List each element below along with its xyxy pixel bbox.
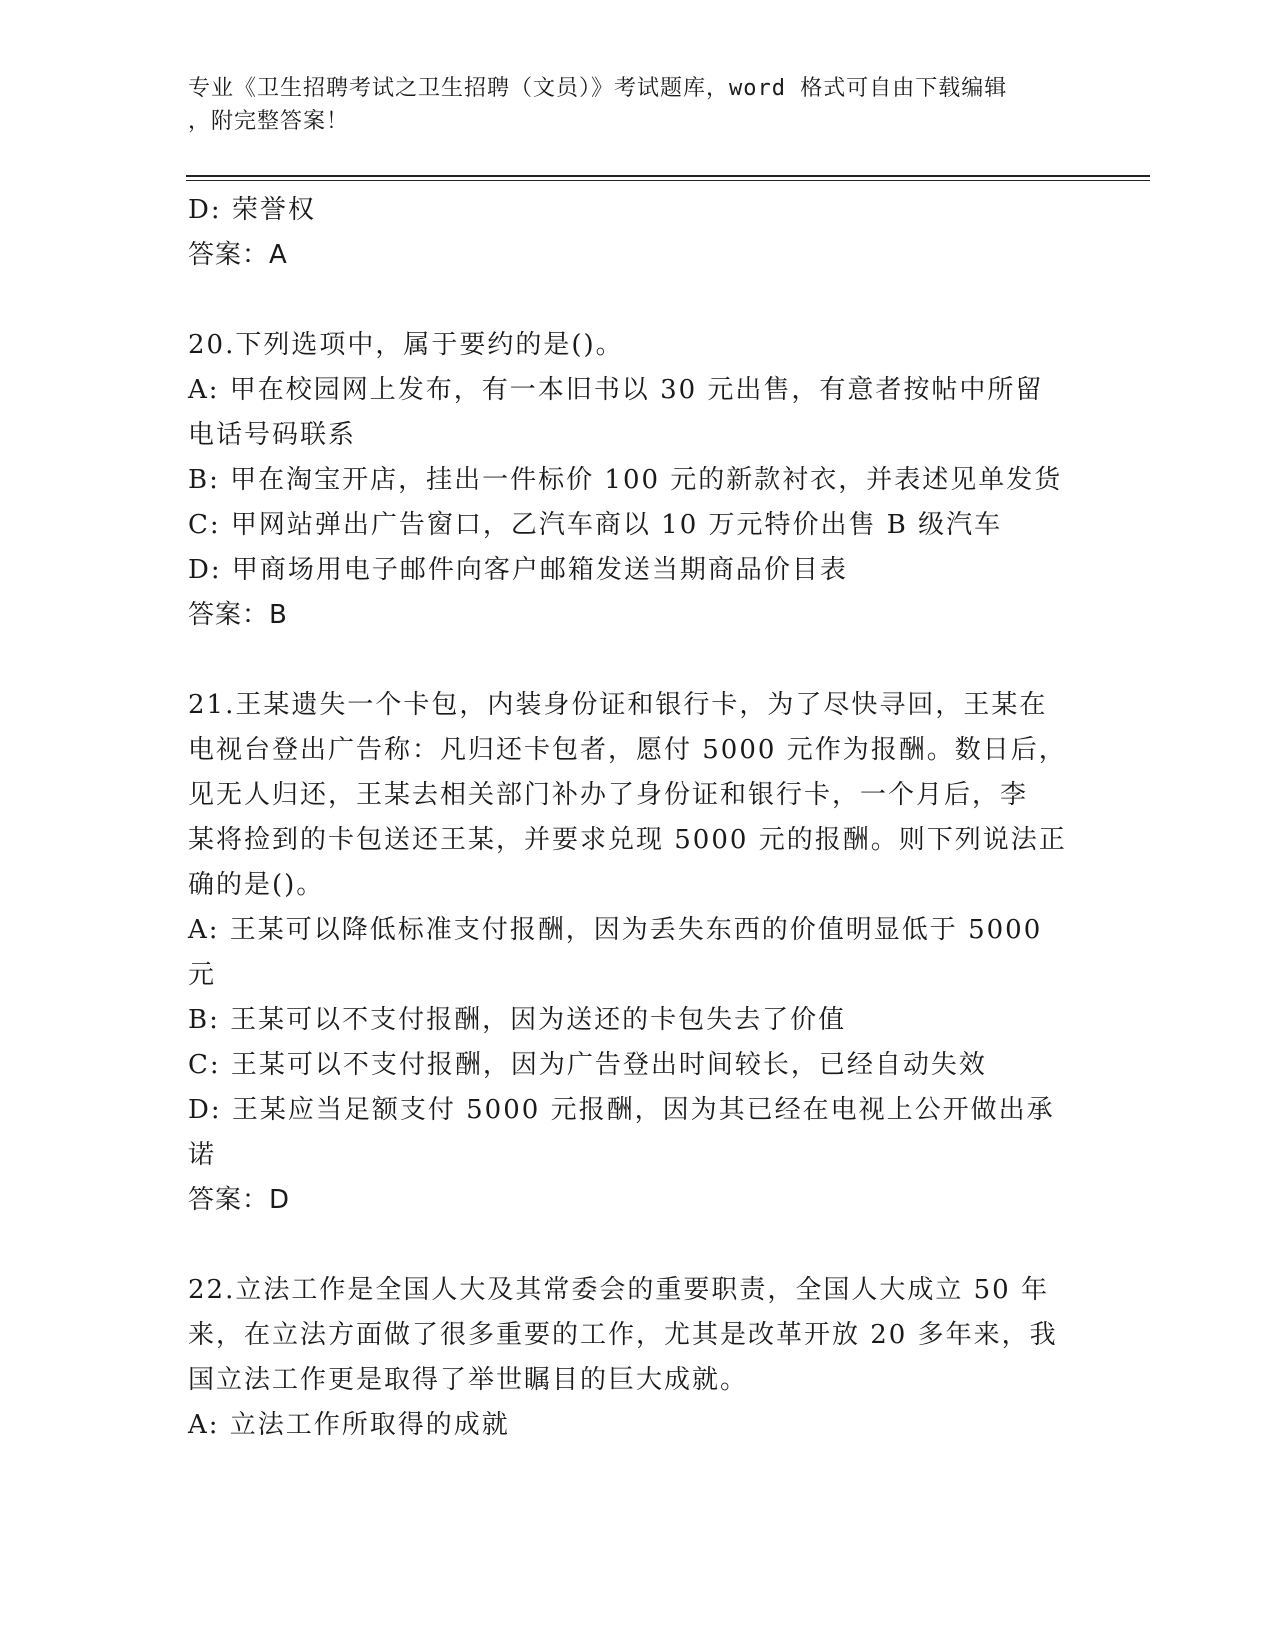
- q20-option-a-cont: 电话号码联系: [188, 420, 357, 450]
- q21-stem-5: 确的是()。: [188, 870, 325, 900]
- spacer: [188, 278, 1068, 323]
- q21-option-d: D: 王某应当足额支付 5000 元报酬，因为其已经在电视上公开做出承: [188, 1095, 1055, 1125]
- q21-option-a-cont: 元: [188, 960, 217, 990]
- header-line-2: ，附完整答案！: [188, 109, 350, 134]
- q20-option-a: A: 甲在校园网上发布，有一本旧书以 30 元出售，有意者按帖中所留: [188, 375, 1044, 405]
- q21-stem-4: 某将捡到的卡包送还王某，并要求兑现 5000 元的报酬。则下列说法正: [188, 825, 1067, 855]
- spacer: [188, 638, 1068, 683]
- q21-option-a: A: 王某可以降低标准支付报酬，因为丢失东西的价值明显低于 5000: [188, 915, 1043, 945]
- q20-option-d: D: 甲商场用电子邮件向客户邮箱发送当期商品价目表: [188, 555, 848, 585]
- q21-stem-3: 见无人归还，王某去相关部门补办了身份证和银行卡，一个月后，李: [188, 780, 1029, 810]
- q21-option-d-cont: 诺: [188, 1140, 217, 1170]
- q21-stem-1: 21.王某遗失一个卡包，内装身份证和银行卡，为了尽快寻回，王某在: [188, 690, 1048, 720]
- q20-option-b: B: 甲在淘宝开店，挂出一件标价 100 元的新款衬衣，并表述见单发货: [188, 465, 1063, 495]
- q20-stem: 20.下列选项中，属于要约的是()。: [188, 330, 624, 360]
- q20-option-c: C: 甲网站弹出广告窗口，乙汽车商以 10 万元特价出售 B 级汽车: [188, 510, 1003, 540]
- page-header: [188, 72, 1068, 138]
- q22-stem-1: 22.立法工作是全国人大及其常委会的重要职责，全国人大成立 50 年: [188, 1275, 1049, 1305]
- q21-stem-2: 电视台登出广告称：凡归还卡包者，愿付 5000 元作为报酬。数日后，: [188, 735, 1067, 765]
- header-divider-thick: [186, 175, 1150, 177]
- q19-option-d: D: 荣誉权: [188, 195, 316, 225]
- q19-answer: 答案：A: [188, 240, 288, 270]
- spacer: [188, 1223, 1068, 1268]
- q21-answer: 答案：D: [188, 1185, 291, 1215]
- q21-option-c: C: 王某可以不支付报酬，因为广告登出时间较长，已经自动失效: [188, 1050, 987, 1080]
- header-divider-thin: [186, 180, 1150, 181]
- q22-stem-3: 国立法工作更是取得了举世瞩目的巨大成就。: [188, 1365, 749, 1395]
- header-line-1: 专业《卫生招聘考试之卫生招聘（文员）》考试题库，word 格式可自由下载编辑: [188, 76, 1008, 101]
- q21-option-b: B: 王某可以不支付报酬，因为送还的卡包失去了价值: [188, 1005, 847, 1035]
- q22-option-a: A: 立法工作所取得的成就: [188, 1410, 510, 1440]
- question-content: [188, 188, 1068, 1448]
- q22-stem-2: 来，在立法方面做了很多重要的工作，尤其是改革开放 20 多年来，我: [188, 1320, 1058, 1350]
- q20-answer: 答案：B: [188, 600, 288, 630]
